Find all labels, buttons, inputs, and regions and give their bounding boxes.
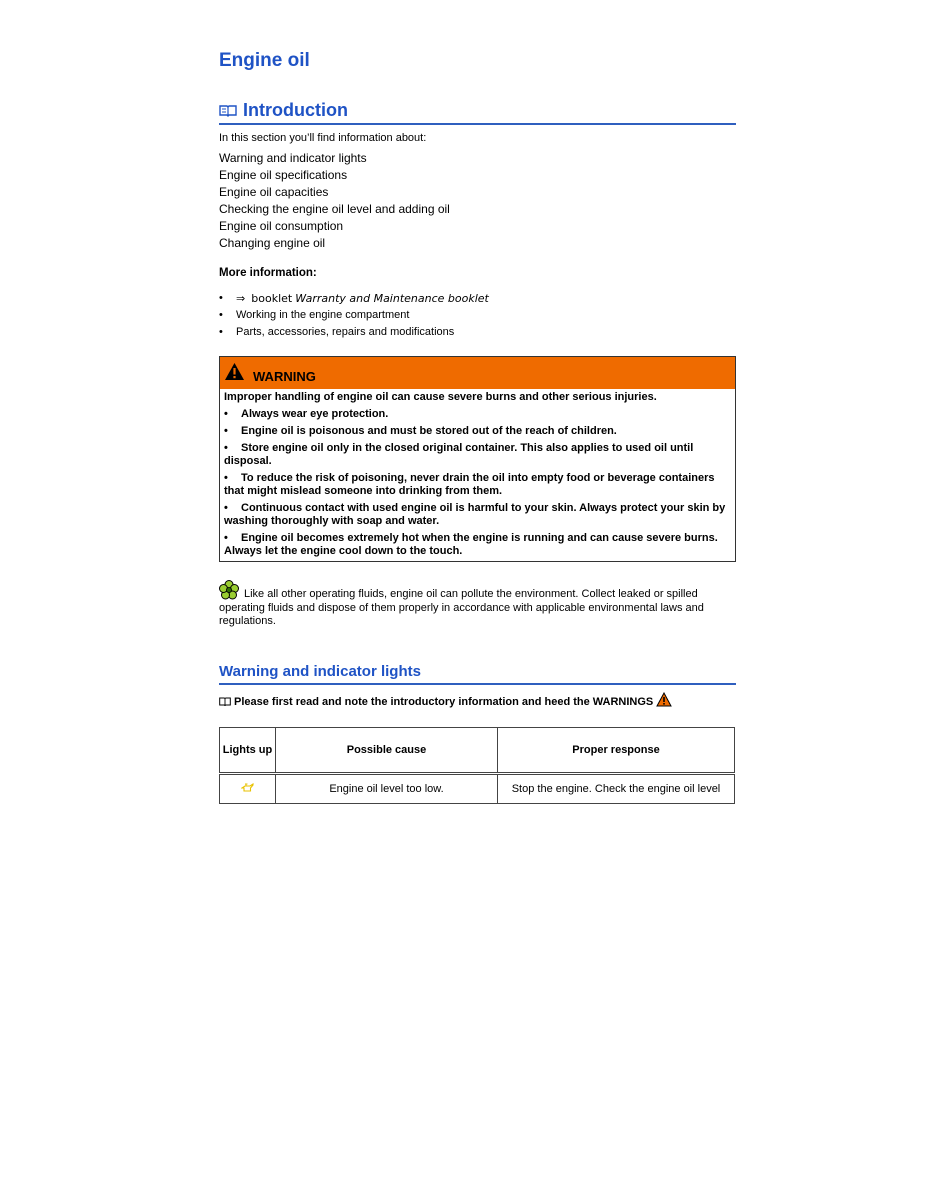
- indicator-lights-table: [219, 727, 735, 804]
- environment-note: [219, 580, 736, 629]
- book-icon: [219, 697, 231, 706]
- warning-triangle-icon[interactable]: [656, 692, 672, 707]
- bullet: •: [224, 472, 228, 484]
- topic-item: Engine oil capacities: [219, 185, 329, 199]
- more-info-item-engine-compartment[interactable]: [219, 307, 489, 324]
- bullet: •: [224, 532, 228, 544]
- read-first-note: [219, 692, 672, 708]
- introduction-heading-text: Introduction: [243, 100, 348, 120]
- warning-item-text: Engine oil becomes extremely hot when the engine is running and can cause severe burns. Always let the engine cool down to the touch.: [224, 532, 718, 557]
- introduction-heading: [219, 98, 736, 125]
- read-first-note-text: Please first read and note the introductory information and heed the WARNINGS: [234, 696, 654, 708]
- column-header: Lights up: [220, 728, 276, 774]
- environment-note-text: Like all other operating fluids, engine oil can pollute the environment. Collect leaked or spilled operating fluids and dispose of them properly in accordance with applicable environmental laws and regulations.: [219, 588, 704, 627]
- warning-lead: Improper handling of engine oil can cause severe burns and other serious injuries.: [224, 391, 657, 403]
- booklet-title-link[interactable]: Warranty and Maintenance booklet: [295, 292, 489, 305]
- topic-list: [219, 150, 450, 252]
- warning-item-text: Store engine oil only in the closed original container. This also applies to used oil until disposal.: [224, 442, 694, 467]
- bullet: •: [224, 425, 228, 437]
- possible-cause-cell: Engine oil level too low.: [276, 774, 498, 804]
- warning-lights-heading: [219, 663, 736, 685]
- proper-response-cell: Stop the engine. Check the engine oil level: [498, 774, 735, 804]
- warning-body: [224, 391, 730, 562]
- more-info-item-parts[interactable]: [219, 324, 489, 341]
- bullet: •: [224, 502, 228, 514]
- bullet: •: [224, 442, 228, 454]
- lights-up-cell: [220, 774, 276, 804]
- more-information-heading: More information:: [219, 267, 317, 279]
- more-info-link[interactable]: Parts, accessories, repairs and modifications: [236, 326, 455, 338]
- warning-item: [224, 502, 730, 528]
- intro-lead: In this section you’ll find information about:: [219, 132, 427, 144]
- booklet-word: booklet: [251, 292, 293, 305]
- warning-item-text: Always wear eye protection.: [241, 408, 389, 420]
- warning-item-text: To reduce the risk of poisoning, never drain the oil into empty food or beverage containers that might mislead someone into drinking from them.: [224, 472, 715, 497]
- bullet: •: [224, 408, 228, 420]
- warning-item: [224, 472, 730, 498]
- topic-item: Changing engine oil: [219, 236, 326, 250]
- column-header: Proper response: [498, 728, 735, 774]
- table-header-row: [220, 728, 735, 774]
- warning-item-text: Continuous contact with used engine oil is harmful to your skin. Always protect your skin by washing thoroughly with soap and water.: [224, 502, 726, 527]
- table-row: [220, 774, 735, 804]
- more-info-item-booklet[interactable]: [219, 290, 489, 307]
- bullet: •: [219, 309, 223, 321]
- reference-arrow-icon: ⇒: [236, 293, 246, 305]
- bullet: •: [219, 326, 223, 338]
- page-title: Engine oil: [219, 50, 310, 71]
- warning-header: [220, 357, 735, 389]
- topic-item: Engine oil consumption: [219, 219, 344, 233]
- more-information-list: [219, 290, 489, 341]
- warning-label: WARNING: [253, 369, 316, 384]
- warning-box: [219, 356, 736, 562]
- warning-item-text: Engine oil is poisonous and must be stored out of the reach of children.: [241, 425, 617, 437]
- warning-lights-heading-text: Warning and indicator lights: [219, 663, 421, 680]
- warning-item: [224, 442, 730, 468]
- column-header: Possible cause: [276, 728, 498, 774]
- environment-flower-icon: [219, 580, 239, 600]
- topic-item: Warning and indicator lights: [219, 151, 367, 165]
- warning-item: [224, 425, 730, 438]
- more-info-link[interactable]: Working in the engine compartment: [236, 309, 410, 321]
- bullet: •: [219, 292, 223, 304]
- topic-item: Engine oil specifications: [219, 168, 348, 182]
- warning-item: [224, 532, 730, 558]
- oil-can-icon: [241, 783, 254, 792]
- topic-item: Checking the engine oil level and adding oil: [219, 202, 450, 216]
- warning-item: [224, 408, 730, 421]
- warning-triangle-icon: [224, 362, 245, 381]
- book-icon: [219, 104, 237, 117]
